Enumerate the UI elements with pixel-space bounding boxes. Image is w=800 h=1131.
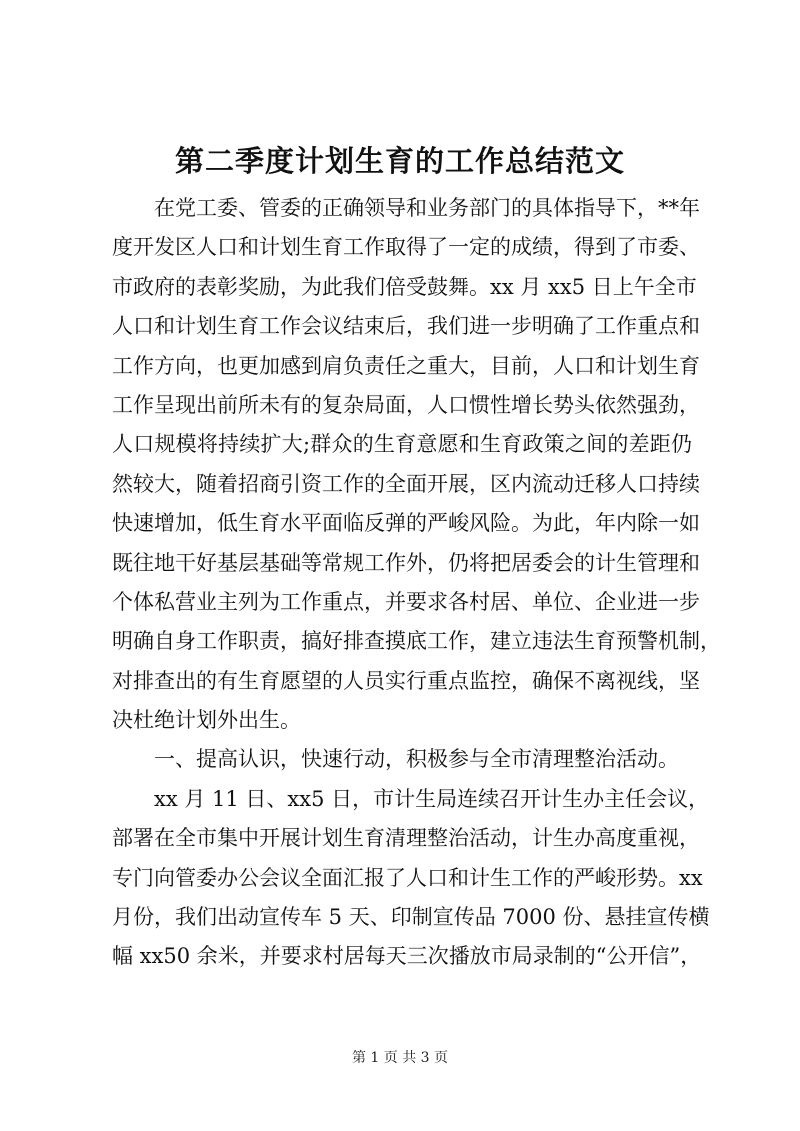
body-line: 人口和计划生育工作会议结束后，我们进一步明确了工作重点和	[112, 314, 700, 339]
body-line: 部署在全市集中开展计划生育清理整治活动，计生办高度重视，	[112, 826, 700, 851]
body-line: 明确自身工作职责，搞好排查摸底工作，建立违法生育预警机制，	[112, 629, 721, 654]
body-line: xx 月 11 日、xx5 日，市计生局连续召开计生办主任会议，	[154, 786, 710, 811]
document-body	[112, 189, 721, 977]
document-title: 第二季度计划生育的工作总结范文	[174, 144, 625, 178]
body-line: 个体私营业主列为工作重点，并要求各村居、单位、企业进一步	[112, 589, 700, 614]
body-line: 对排查出的有生育愿望的人员实行重点监控，确保不离视线，坚	[112, 668, 700, 693]
body-line: 幅 xx50 余米，并要求村居每天三次播放市局录制的“公开信”，	[112, 944, 702, 969]
body-line: 市政府的表彰奖励，为此我们倍受鼓舞。xx 月 xx5 日上午全市	[112, 274, 697, 299]
body-line: 在党工委、管委的正确领导和业务部门的具体指导下，**年	[154, 196, 700, 220]
section-heading: 一、提高认识，快速行动，积极参与全市清理整治活动。	[154, 747, 679, 772]
page-number-footer: 第 1 页 共 3 页	[351, 1050, 449, 1066]
body-line: 工作方向，也更加感到肩负责任之重大，目前，人口和计划生育	[112, 353, 700, 378]
body-line: 既往地干好基层基础等常规工作外，仍将把居委会的计生管理和	[112, 550, 700, 575]
body-line: 月份，我们出动宣传车 5 天、印制宣传品 7000 份、悬挂宣传横	[112, 905, 710, 930]
body-line: 然较大，随着招商引资工作的全面开展，区内流动迁移人口持续	[112, 471, 700, 496]
body-line: 决杜绝计划外出生。	[112, 708, 301, 733]
body-line: 度开发区人口和计划生育工作取得了一定的成绩，得到了市委、	[112, 235, 700, 260]
body-line: 快速增加，低生育水平面临反弹的严峻风险。为此，年内除一如	[112, 511, 700, 536]
body-line: 工作呈现出前所未有的复杂局面，人口惯性增长势头依然强劲，	[112, 392, 700, 417]
body-line: 人口规模将持续扩大;群众的生育意愿和生育政策之间的差距仍	[112, 432, 692, 457]
body-line: 专门向管委办公会议全面汇报了人口和计生工作的严峻形势。xx	[112, 865, 703, 890]
